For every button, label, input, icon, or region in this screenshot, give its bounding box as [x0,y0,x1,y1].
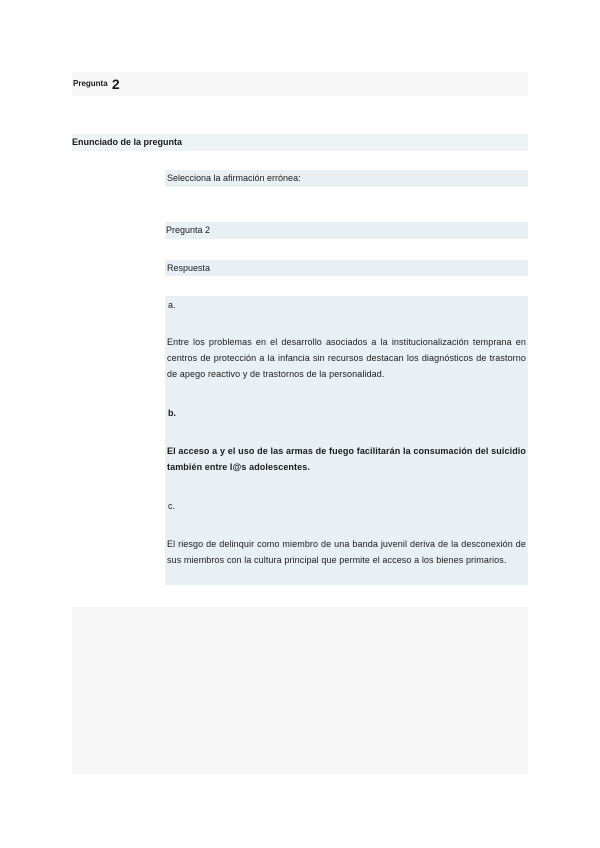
option-b-text[interactable]: El acceso a y el uso de las armas de fuego facilitarán la consumación del suicidio también entre l@s adolescentes. [167,446,526,472]
option-c-text[interactable]: El riesgo de delinquir como miembro de una banda juvenil deriva de la desconexión de sus miembros con la cultura principal que permite el acceso a los bienes primarios. [167,539,526,565]
question-subtitle: Pregunta 2 [165,222,528,239]
option-c-letter[interactable]: c. [168,501,176,511]
question-number: 2 [111,76,120,92]
option-b-letter[interactable]: b. [168,408,176,418]
empty-answer-area [72,607,528,774]
option-a-text[interactable]: Entre los problemas en el desarrollo asociados a la institucionalización temprana en centros de protección a la infancia sin recursos destacan los diagnósticos de trastorno de apego reactivo y de trastornos de la personalidad. [167,337,526,379]
question-header [72,72,528,96]
answer-options [165,296,528,585]
question-label: Pregunta [73,79,108,88]
option-a-letter[interactable]: a. [168,300,176,310]
question-prompt: Selecciona la afirmación errónea: [165,170,528,187]
answer-label: Respuesta [165,260,528,276]
statement-header: Enunciado de la pregunta [72,134,528,151]
